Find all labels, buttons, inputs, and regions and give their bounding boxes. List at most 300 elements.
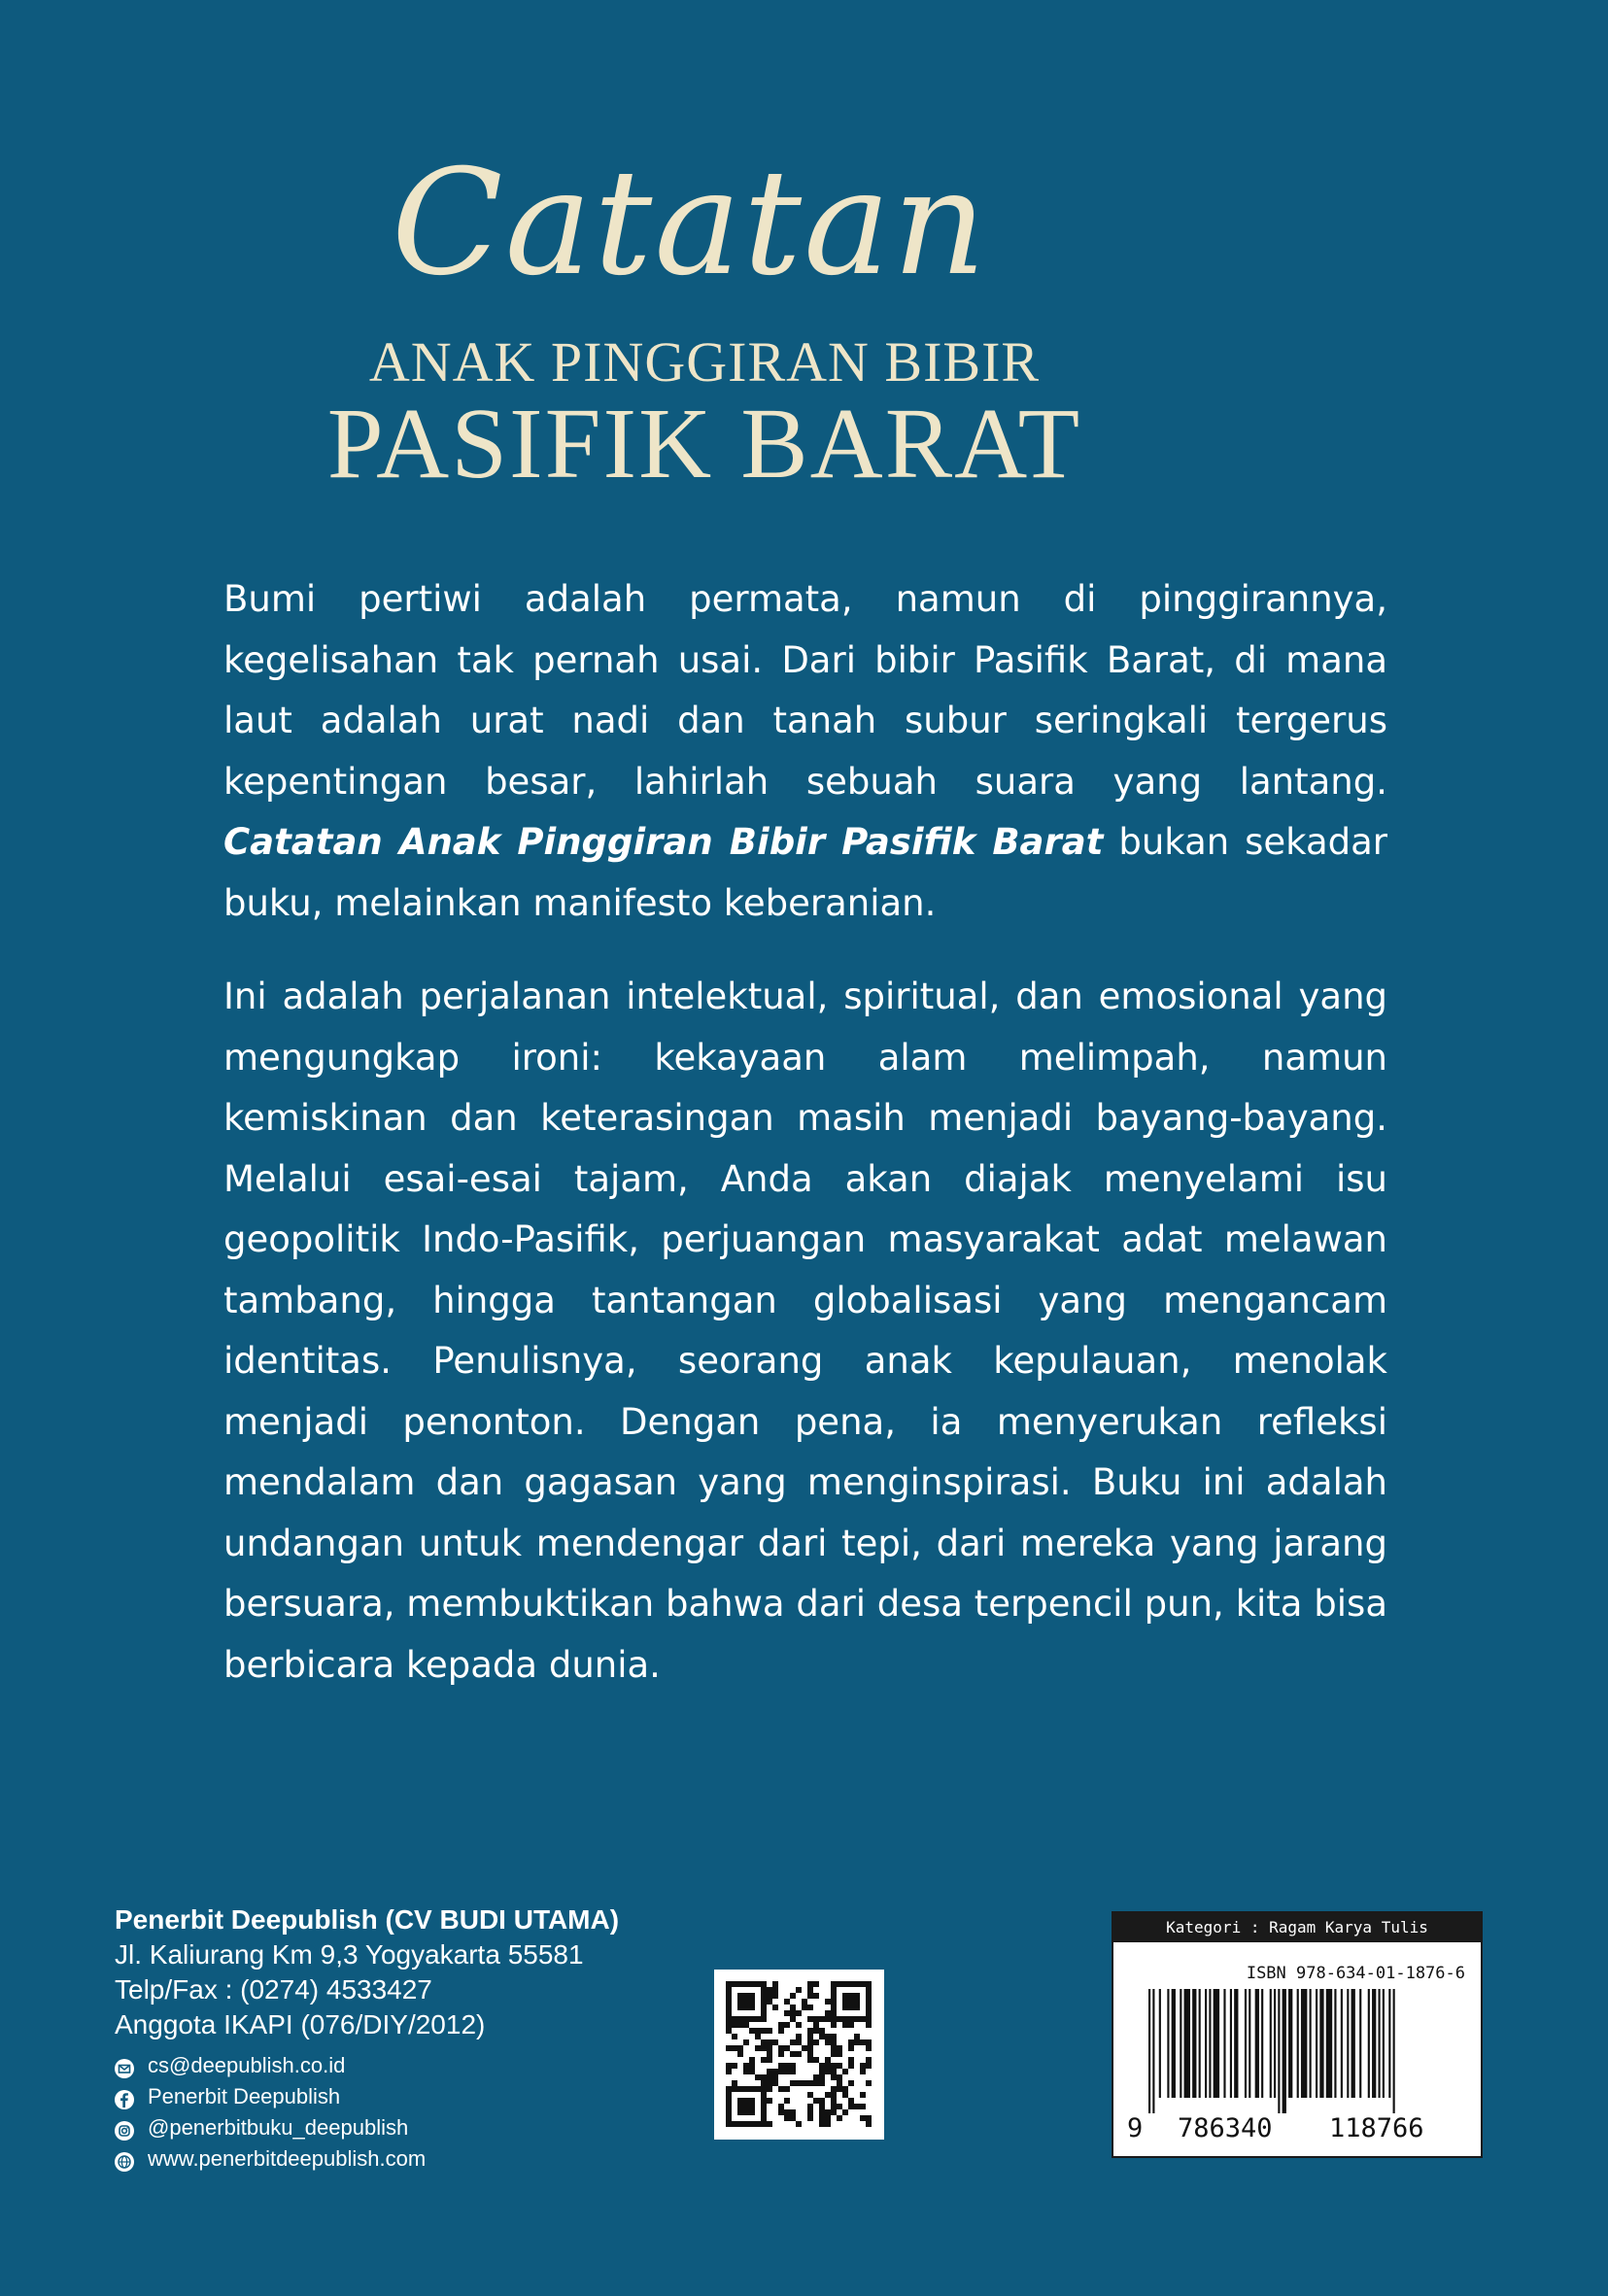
qr-module [825,1999,831,2005]
qr-module [819,2016,825,2022]
qr-module [737,1981,743,1987]
qr-module [749,2086,755,2092]
qr-module [778,2069,784,2074]
qr-module [726,2104,732,2109]
qr-module [732,2121,737,2127]
qr-module [807,2034,813,2039]
qr-module [848,2057,854,2063]
qr-module [790,1993,796,1999]
qr-module [743,1999,749,2005]
qr-module [743,2069,749,2074]
qr-module [784,2010,790,2016]
qr-module [743,2086,749,2092]
qr-module [848,2045,854,2051]
qr-module [866,1993,872,1999]
qr-module [854,2034,860,2039]
qr-module [848,2080,854,2086]
qr-module [860,2104,866,2109]
qr-module [737,2045,743,2051]
qr-module [825,2115,831,2121]
qr-module [842,2005,848,2010]
qr-module [837,2051,842,2057]
barcode-bar [1172,1989,1176,2098]
barcode-bar [1192,1989,1196,2098]
qr-module [790,2005,796,2010]
qr-module [726,2115,732,2121]
qr-module [761,2005,767,2010]
qr-module [772,2080,778,2086]
qr-module [749,2016,755,2022]
qr-module [743,1981,749,1987]
qr-module [819,2121,825,2127]
title-script-word: Catatan [391,139,989,308]
qr-module [807,2115,813,2121]
qr-module [761,2039,767,2045]
title-line-2: ANAK PINGGIRAN BIBIR [368,330,1041,394]
qr-module [831,2086,837,2092]
qr-module [737,2121,743,2127]
qr-module [749,2057,755,2063]
qr-module [837,2045,842,2051]
barcode-bar [1199,1989,1201,2098]
qr-module [837,2115,842,2121]
qr-module [831,2010,837,2016]
qr-module [807,2104,813,2109]
qr-module [813,2080,819,2086]
blurb-paragraph-1 [223,569,1387,934]
qr-module [732,2063,737,2069]
qr-module [790,2010,796,2016]
qr-module [767,2121,772,2127]
qr-module [837,2016,842,2022]
qr-module [755,2086,761,2092]
qr-module [813,2074,819,2080]
barcode-bar [1159,1989,1161,2098]
barcode-bar [1334,1989,1336,2098]
qr-module [825,2063,831,2069]
barcode-bar [1388,1989,1390,2098]
qr-module [749,1981,755,1987]
qr-module [737,1999,743,2005]
qr-module [831,2092,837,2098]
qr-module [784,2086,790,2092]
qr-module [784,2069,790,2074]
qr-module [831,2016,837,2022]
qr-module [761,2092,767,2098]
qr-module [837,2104,842,2109]
qr-module [761,2028,767,2034]
qr-module [831,1981,837,1987]
qr-module [732,2086,737,2092]
barcode-bar [1249,1989,1250,2098]
qr-module [825,2010,831,2016]
qr-module [831,2034,837,2039]
qr-module [767,2074,772,2080]
qr-module [807,2045,813,2051]
qr-module [842,2092,848,2098]
qr-module [860,2039,866,2045]
facebook-icon [115,2087,134,2107]
blurb [223,569,1387,1696]
qr-module [807,2005,813,2010]
qr-module [755,2074,761,2080]
qr-module [819,2063,825,2069]
qr-module [743,1993,749,1999]
qr-module [831,2074,837,2080]
qr-module [866,2010,872,2016]
qr-module [866,1981,872,1987]
qr-module [726,2005,732,2010]
qr-module [767,2069,772,2074]
qr-module [778,2104,784,2109]
barcode-bar [1270,1989,1272,2098]
qr-module [848,2039,854,2045]
barcode-bar [1148,1989,1150,2113]
qr-module [842,1993,848,1999]
qr-module [813,2022,819,2028]
contact-email[interactable] [115,2050,717,2081]
qr-module [726,2092,732,2098]
qr-module [761,2057,767,2063]
qr-module [831,2063,837,2069]
barcode-bar [1152,1989,1154,2113]
qr-module [761,2104,767,2109]
qr-module [767,2045,772,2051]
qr-module [784,2115,790,2121]
qr-module [842,2109,848,2115]
qr-module [737,2104,743,2109]
barcode-bar [1274,1989,1276,2098]
barcode-bar [1372,1989,1376,2098]
qr-module [761,1981,767,1987]
globe-icon [115,2149,134,2169]
qr-module [772,1993,778,1999]
barcode-bar [1255,1989,1259,2098]
qr-module [819,2069,825,2074]
qr-module [772,1981,778,1987]
qr-module [842,2022,848,2028]
qr-module [802,2045,807,2051]
barcode-bar [1359,1989,1361,2098]
qr-module [737,2086,743,2092]
qr-module [831,2098,837,2104]
qr-module [819,2115,825,2121]
qr-module [767,2028,772,2034]
qr-module [860,2069,866,2074]
qr-module [755,2034,761,2039]
qr-module [854,1981,860,1987]
barcode-bar [1301,1989,1307,2098]
qr-module [778,2022,784,2028]
qr-module [831,2005,837,2010]
instagram-icon [115,2118,134,2138]
qr-module [726,1999,732,2005]
qr-module [778,2051,784,2057]
qr-module [848,1981,854,1987]
qr-module [813,2098,819,2104]
qr-module [807,2080,813,2086]
qr-module [854,2016,860,2022]
qr-module [732,2045,737,2051]
qr-module [790,2051,796,2057]
qr-module [749,2028,755,2034]
contact-instagram[interactable] [115,2112,717,2143]
qr-module [767,2057,772,2063]
barcode-bar [1167,1989,1169,2098]
qr-module [825,2039,831,2045]
qr-module [848,2104,854,2109]
qr-module [842,2016,848,2022]
qr-module [749,2098,755,2104]
qr-module [767,1993,772,1999]
qr-module [726,2086,732,2092]
qr-module [761,2086,767,2092]
qr-module [761,2010,767,2016]
qr-module [755,2121,761,2127]
qr-module [749,1993,755,1999]
qr-module [825,2016,831,2022]
qr-module [866,2121,872,2127]
qr-module [813,2028,819,2034]
qr-module [807,2109,813,2115]
qr-module [837,1981,842,1987]
qr-module [807,2039,813,2045]
qr-module [790,2039,796,2045]
barcode-bar [1297,1989,1299,2098]
contact-website[interactable] [115,2143,717,2175]
qr-module [819,2098,825,2104]
qr-module [778,2045,784,2051]
qr-module [726,2022,732,2028]
qr-module [743,2098,749,2104]
qr-module [761,2121,767,2127]
qr-module [755,2045,761,2051]
qr-module [737,2051,743,2057]
qr-module [807,2016,813,2022]
qr-module [837,2080,842,2086]
qr-module [749,2063,755,2069]
qr-module [866,1987,872,1993]
contact-email-text: cs@deepublish.co.id [148,2053,346,2077]
qr-module [837,2063,842,2069]
qr-module [842,2069,848,2074]
qr-module [790,2080,796,2086]
email-icon [115,2056,134,2075]
qr-module [796,2039,802,2045]
qr-module [726,2121,732,2127]
barcode-bar [1180,1989,1181,2098]
qr-module [866,2063,872,2069]
qr-module [732,2016,737,2022]
qr-module [866,1999,872,2005]
qr-module [732,1981,737,1987]
qr-module [743,2039,749,2045]
qr-module [790,2063,796,2069]
qr-module [831,1987,837,1993]
qr-module [819,2074,825,2080]
qr-module [807,1993,813,1999]
qr-module [860,1981,866,1987]
qr-module [842,1981,848,1987]
qr-module [726,2010,732,2016]
qr-module [778,2063,784,2069]
qr-module [813,1993,819,1999]
qr-module [848,2022,854,2028]
publisher-info [115,1902,717,2175]
contact-facebook[interactable] [115,2081,717,2112]
qr-module [860,2115,866,2121]
qr-module [848,1993,854,1999]
barcode-bar [1310,1989,1312,2098]
qr-module [831,2104,837,2109]
qr-module [807,2057,813,2063]
qr-module [778,2109,784,2115]
qr-module [749,1999,755,2005]
qr-module [819,2109,825,2115]
qr-module [743,2109,749,2115]
qr-module [761,1999,767,2005]
qr-code-graphic [714,1970,884,2140]
barcode-bars [1148,1989,1450,2113]
qr-module [726,2069,732,2074]
qr-module [767,1987,772,1993]
qr-module [726,1993,732,1999]
qr-module [866,2005,872,2010]
isbn-barcode-box [1112,1911,1483,2158]
qr-module [772,2039,778,2045]
qr-module [825,2121,831,2127]
qr-module [743,2005,749,2010]
qr-module [784,2045,790,2051]
qr-module [761,2109,767,2115]
qr-module [854,1993,860,1999]
qr-module [825,2034,831,2039]
qr-module [784,2063,790,2069]
qr-module [767,1999,772,2005]
qr-module [796,2121,802,2127]
qr-module [866,2022,872,2028]
qr-module [761,1993,767,1999]
publisher-membership: Anggota IKAPI (076/DIY/2012) [115,2009,486,2039]
qr-module [790,2069,796,2074]
barcode-bar [1351,1989,1355,2098]
qr-module [854,2104,860,2109]
qr-module [825,2069,831,2074]
qr-module [866,2057,872,2063]
qr-module [866,2045,872,2051]
qr-module [831,1993,837,1999]
qr-module [807,2051,813,2057]
barcode-bar [1347,1989,1349,2098]
qr-module [749,2069,755,2074]
qr-module [802,2005,807,2010]
qr-module [784,2022,790,2028]
qr-module [790,2115,796,2121]
qr-module [837,2074,842,2080]
qr-module [790,2016,796,2022]
qr-module [831,2039,837,2045]
qr-module [737,1993,743,1999]
barcode-bar [1326,1989,1332,2098]
qr-module [737,2098,743,2104]
qr-module [749,2104,755,2109]
publisher-phone: Telp/Fax : (0274) 4533427 [115,1974,432,2005]
qr-module [761,1987,767,1993]
barcode-bar [1316,1989,1317,2098]
qr-module [743,2063,749,2069]
qr-module [807,2028,813,2034]
qr-module [796,2010,802,2016]
qr-module [854,2039,860,2045]
qr-module [825,2057,831,2063]
qr-module [866,2115,872,2121]
qr-module [761,2115,767,2121]
qr-module [767,2051,772,2057]
barcode-bar [1341,1989,1343,2098]
qr-module [772,2005,778,2010]
qr-code[interactable] [714,1970,884,2140]
isbn-number: ISBN 978-634-01-1876-6 [1246,1964,1465,1983]
qr-module [813,2057,819,2063]
qr-module [726,2028,732,2034]
barcode-bar [1261,1989,1263,2098]
qr-module [784,2098,790,2104]
qr-module [796,2022,802,2028]
qr-module [866,2080,872,2086]
barcode-bar [1230,1989,1232,2098]
qr-module [767,2086,772,2092]
qr-module [761,2098,767,2104]
qr-module [825,2109,831,2115]
barcode-bar [1393,1989,1395,2113]
qr-module [737,2016,743,2022]
qr-module [819,2104,825,2109]
contact-website-text: www.penerbitdeepublish.com [148,2146,427,2171]
blurb-text: bukan sekadar buku, melainkan manifesto keberanian. [223,821,1387,924]
qr-module [819,2080,825,2086]
qr-module [831,1999,837,2005]
qr-module [772,2074,778,2080]
qr-module [726,2098,732,2104]
qr-module [778,2086,784,2092]
qr-module [796,2080,802,2086]
qr-module [831,2051,837,2057]
qr-module [825,2092,831,2098]
qr-module [848,1999,854,2005]
qr-module [860,2063,866,2069]
barcode-bar [1214,1989,1219,2098]
contact-facebook-text: Penerbit Deepublish [148,2084,341,2108]
qr-module [807,1981,813,1987]
publisher-address: Jl. Kaliurang Km 9,3 Yogyakarta 55581 [115,1939,584,1970]
qr-module [726,2045,732,2051]
publisher-contacts [115,2050,717,2175]
qr-module [755,2028,761,2034]
barcode-bar [1368,1989,1370,2098]
book-title-emphasis: Catatan Anak Pinggiran Bibir Pasifik Barat [223,821,1104,863]
barcode-bar [1184,1989,1190,2098]
barcode-bar [1205,1989,1207,2098]
qr-module [831,2045,837,2051]
qr-module [848,2098,854,2104]
qr-module [860,2016,866,2022]
barcode-bar [1319,1989,1323,2098]
qr-module [737,2005,743,2010]
qr-module [866,2016,872,2022]
qr-module [854,2005,860,2010]
qr-module [831,2022,837,2028]
barcode-digits-right: 118766 [1329,2113,1424,2143]
